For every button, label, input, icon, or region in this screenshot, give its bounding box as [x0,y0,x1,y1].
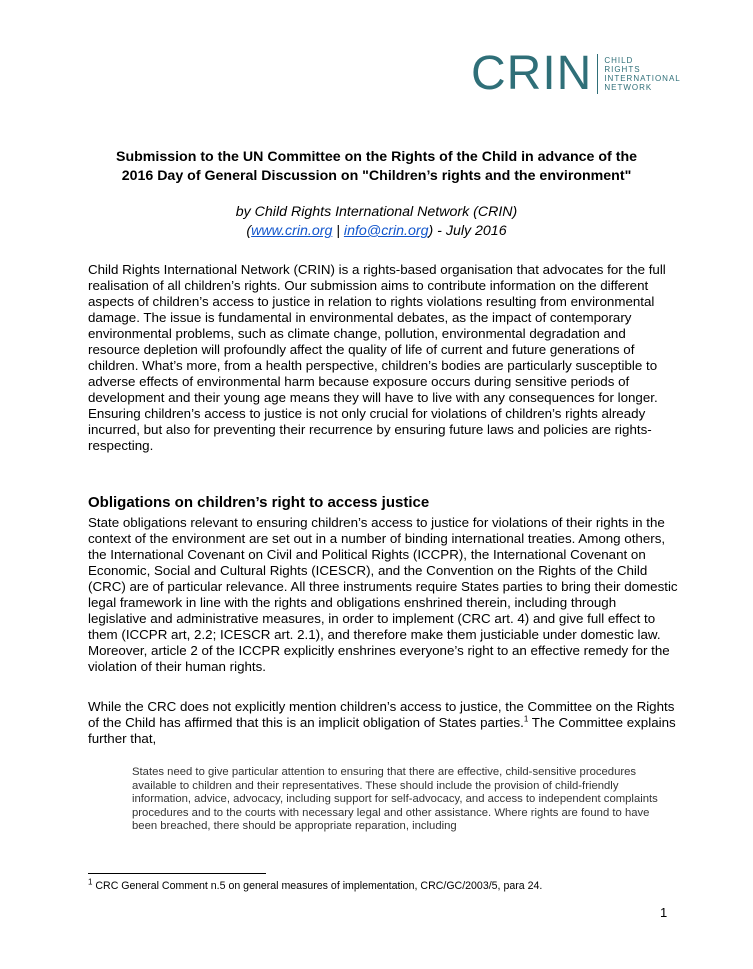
logo-sub-line: RIGHTS [604,65,641,74]
title-line: 2016 Day of General Discussion on "Children’s rights and the environment" [121,168,632,184]
logo-sub-line: CHILD [604,56,634,65]
paragraph-text: The Committee explains further that, [88,715,676,746]
footnote-text: CRC General Comment n.5 on general measures of implementation, CRC/GC/2003/5, para 24. [92,880,543,892]
logo-sub-line: INTERNATIONAL [604,74,681,83]
website-link[interactable]: www.crin.org [251,223,333,239]
byline-author: by Child Rights International Network (CRIN) [235,204,518,220]
email-link[interactable]: info@crin.org [343,223,429,239]
section-heading: Obligations on children’s right to access justice [88,494,430,511]
section-paragraph: State obligations relevant to ensuring children’s access to justice for violations of their rights in the context of the environment are set out in a number of binding international treaties. Among others, the International Covenant on Civil and Political Rights (ICCPR), the International Covenant on Economic, Social and Cultural Rights (ICESCR), and the Convention on the Rights of the Child (CRC) are of particular relevance. All three instruments require States parties to bring their domestic legal framework in line with the rights and obligations enshrined therein, including through legislative and administrative measures, in order to implement (CRC art. 4) and give full effect to them (ICCPR art, 2.2; ICESCR art. 2.1), and therefore make them justiciable under domestic law. Moreover, article 2 of the ICCPR explicitly enshrines everyone’s right to an effective remedy for the violation of their human rights. [88,515,678,674]
block-quote: States need to give particular attention to ensuring that there are effective, child-sensitive procedures available to children and their representatives. These should include the provision of child-friendly information, advice, advocacy, including support for self-advocacy, and access to independent complaints procedures and to the courts with necessary legal and other assistance. Where rights are found to have been breached, there should be appropriate reparation, including [132,766,658,833]
logo-sub-line: NETWORK [604,83,653,92]
byline-separator: | [332,223,344,239]
title-line: Submission to the UN Committee on the Rights of the Child in advance of the [115,149,638,165]
document-title [60,148,693,186]
intro-paragraph: Child Rights International Network (CRIN) is a rights-based organisation that advocates for the full realisation of all children’s rights. Our submission aims to contribute information on the different aspects of children’s access to justice in relation to rights violations resulting from environmental damage. The issue is fundamental in environmental debates, as the impact of contemporary environmental problems, such as climate change, pollution, environmental degradation and resource depletion will profoundly affect the quality of life of current and future generations of children. What’s more, from a health perspective, children’s bodies are particularly susceptible to adverse effects of environmental harm because exposure occurs during sensitive periods of development and their young age means they will have to live with any consequences for longer. Ensuring children’s access to justice is not only crucial for violations of children’s rights already incurred, but also for preventing their recurrence by ensuring future laws and policies are rights-respecting. [88,262,666,453]
footnote-reference[interactable]: 1 [523,714,529,724]
logo-wordmark: CRIN [471,47,593,100]
byline [60,203,693,241]
logo-divider [597,54,598,94]
crin-logo [471,47,681,100]
paragraph-text: While the CRC does not explicitly mention children’s access to justice, the Committee on the Rights of the Child has affirmed that this is an implicit obligation of States parties. [88,699,675,730]
footnote-divider [88,873,266,874]
page-number: 1 [660,905,668,920]
byline-open-paren: ( [246,223,252,239]
section-paragraph-2 [88,699,678,747]
footnote-marker: 1 [88,877,93,887]
logo-subtitle [604,56,680,92]
byline-date: ) - July 2016 [428,223,507,239]
footnote [88,877,543,893]
byline-links [60,222,693,241]
